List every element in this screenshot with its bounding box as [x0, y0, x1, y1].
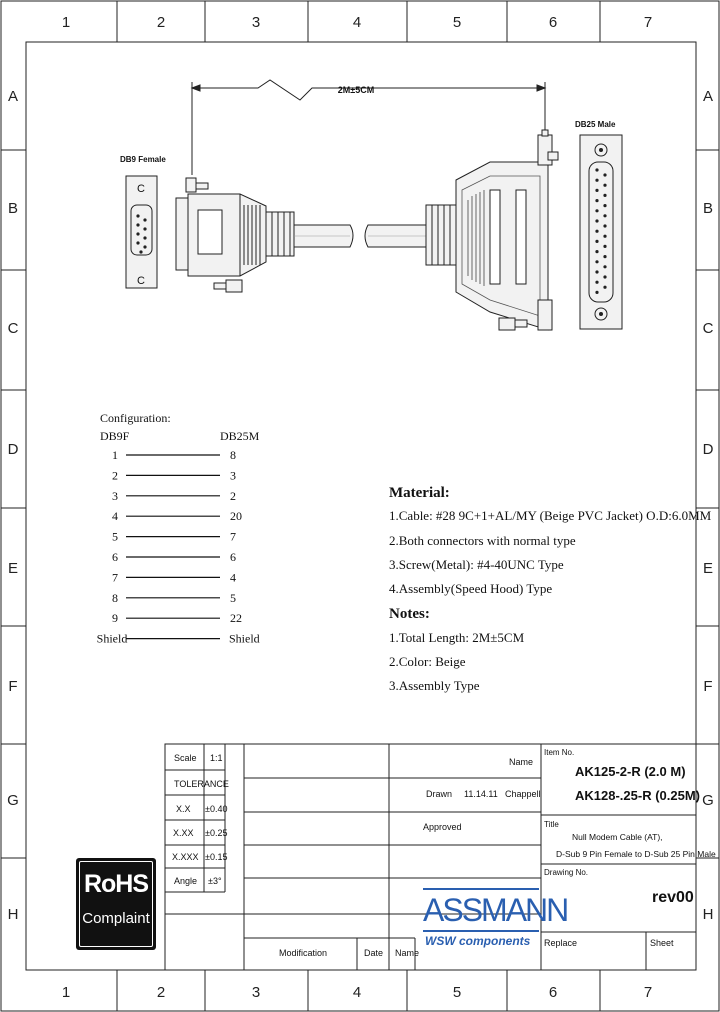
config-right-pin: 5	[230, 590, 236, 605]
db25-pin	[595, 179, 598, 182]
row-label: B	[702, 200, 714, 217]
row-label: D	[7, 441, 19, 458]
tolerance-label: TOLERANCE	[174, 779, 229, 789]
db25-pin	[595, 260, 598, 263]
material-item: 2.Both connectors with normal type	[389, 533, 576, 548]
replace-label: Replace	[544, 938, 578, 948]
db25-pin	[595, 291, 598, 294]
material-title: Material:	[389, 485, 450, 501]
db25-pin	[595, 281, 598, 284]
row-labels-left	[7, 88, 19, 923]
item-no-label: Item No.	[544, 748, 575, 757]
row-label: H	[702, 906, 714, 923]
notes-item: 3.Assembly Type	[389, 678, 480, 693]
svg-text:C: C	[137, 183, 145, 195]
tolerance-row-value: ±0.15	[205, 852, 228, 862]
config-left-pin: 3	[112, 488, 118, 503]
row-labels-right	[702, 88, 714, 923]
item-no-2: AK128-.25-R (0.25M)	[575, 788, 700, 803]
col-label: 5	[452, 14, 462, 31]
db25-pin	[603, 184, 606, 187]
config-left-pin: 6	[112, 550, 118, 564]
row-label: B	[7, 200, 19, 217]
title-line-2: D-Sub 9 Pin Female to D-Sub 25 Pin Male	[556, 849, 716, 859]
tolerance-row-label: X.XX	[173, 828, 194, 838]
config-left-pin: 1	[112, 448, 118, 462]
tolerance-row-label: Angle	[174, 876, 198, 886]
config-left-pin: 8	[112, 590, 118, 605]
config-left-pin: 9	[112, 611, 118, 626]
row-label: F	[703, 678, 713, 695]
material-item: 4.Assembly(Speed Hood) Type	[389, 581, 553, 596]
col-label: 5	[452, 984, 462, 1001]
notes-item: 2.Color: Beige	[389, 654, 466, 669]
col-label: 2	[156, 14, 166, 31]
db25-pin	[595, 219, 598, 222]
db25-front-view	[580, 135, 622, 329]
tolerance-row-value: ±3°	[208, 876, 222, 886]
drawing-no-label: Drawing No.	[544, 868, 589, 877]
db9-label: DB9 Female	[120, 155, 166, 164]
db25-pin	[603, 204, 606, 207]
db25-pin	[603, 245, 606, 248]
scale-label: Scale	[174, 753, 197, 763]
title-line-1: Null Modem Cable (AT),	[572, 832, 663, 842]
db25-pin	[595, 240, 598, 243]
db25-pin	[603, 235, 606, 238]
config-right-pin: 20	[230, 509, 242, 524]
db9-front-view	[126, 176, 157, 288]
column-labels-top	[62, 14, 652, 31]
col-label: 4	[352, 984, 362, 1001]
config-right-pin: 4	[230, 570, 236, 585]
config-left-pin: 2	[112, 468, 118, 483]
config-right-header: DB25M	[220, 429, 260, 443]
col-label: 3	[251, 984, 261, 1001]
db25-pin	[603, 255, 606, 258]
tolerance-row-label: X.XXX	[172, 852, 199, 862]
rohs-badge	[76, 858, 156, 950]
db25-pin	[603, 224, 606, 227]
configuration-title: Configuration:	[100, 411, 171, 425]
row-label: H	[7, 906, 19, 923]
config-right-pin: 2	[230, 488, 236, 503]
col-label: 1	[61, 14, 71, 31]
material-item: 1.Cable: #28 9C+1+AL/MY (Beige PVC Jacket) O.D:6.0MM	[389, 508, 712, 523]
col-label: 2	[156, 984, 166, 1001]
name-column-label: Name	[395, 948, 420, 958]
row-label: F	[8, 678, 18, 695]
db25-pin	[603, 265, 606, 268]
item-no-1: AK125-2-R (2.0 M)	[575, 764, 686, 779]
scale-value: 1:1	[210, 753, 223, 763]
notes-title: Notes:	[389, 606, 430, 622]
config-left-pin: 4	[112, 509, 118, 524]
db25-pin	[603, 173, 606, 176]
col-label: 4	[352, 14, 362, 31]
sheet-label: Sheet	[650, 938, 674, 948]
drawn-label: Drawn	[426, 789, 453, 799]
config-rows	[97, 448, 260, 646]
db25-pin	[603, 214, 606, 217]
col-label: 3	[251, 14, 261, 31]
row-label: A	[7, 88, 19, 105]
db25-label: DB25 Male	[575, 120, 616, 129]
notes-item: 1.Total Length: 2M±5CM	[389, 630, 525, 645]
row-label: C	[7, 320, 19, 337]
row-label: C	[702, 320, 714, 337]
row-label: E	[702, 560, 714, 577]
dimension-label: 2M±5CM	[337, 85, 375, 95]
config-left-pin: 7	[112, 570, 118, 585]
col-label: 7	[643, 14, 653, 31]
config-left-header: DB9F	[100, 429, 130, 443]
tolerance-row-value: ±0.25	[205, 828, 228, 838]
title-label: Title	[544, 820, 559, 829]
db25-pin	[595, 209, 598, 212]
assmann-logo-name: ASSMANN	[423, 888, 539, 932]
db25-pin	[595, 270, 598, 273]
config-right-pin: 8	[230, 448, 236, 462]
db9-side-view	[176, 178, 294, 292]
db25-pin	[595, 199, 598, 202]
db25-pin	[603, 275, 606, 278]
row-label: E	[7, 560, 19, 577]
approved-label: Approved	[423, 822, 462, 832]
column-labels-bottom	[62, 984, 652, 1001]
config-right-pin: 22	[230, 611, 242, 626]
col-label: 7	[643, 984, 653, 1001]
db25-pin	[595, 168, 598, 171]
material-item: 3.Screw(Metal): #4-40UNC Type	[389, 557, 564, 572]
row-label: D	[702, 441, 714, 458]
row-label: G	[702, 792, 714, 809]
db25-pin	[595, 250, 598, 253]
db25-pin	[595, 189, 598, 192]
db25-side-view	[426, 130, 558, 330]
db25-pin	[603, 286, 606, 289]
tolerance-row-value: ±0.40	[205, 804, 228, 814]
config-right-pin: 6	[230, 550, 236, 564]
modification-label: Modification	[279, 948, 328, 958]
name-header: Name	[509, 757, 534, 767]
revision: rev00	[652, 889, 694, 906]
config-right-pin: 7	[230, 529, 236, 544]
drawn-date: 11.14.11	[464, 789, 498, 799]
tolerance-row-label: X.X	[176, 804, 191, 814]
cable	[294, 225, 426, 247]
col-label: 6	[548, 984, 558, 1001]
db25-pin	[595, 230, 598, 233]
svg-text:C: C	[137, 275, 145, 287]
row-label: A	[702, 88, 714, 105]
col-label: 6	[548, 14, 558, 31]
db25-pin	[603, 194, 606, 197]
rohs-subtitle: Complaint	[82, 910, 150, 927]
config-left-pin: 5	[112, 529, 118, 544]
config-right-pin: 3	[230, 468, 236, 483]
config-right-pin: Shield	[229, 631, 260, 646]
col-label: 1	[61, 984, 71, 1001]
config-left-pin: Shield	[96, 631, 128, 646]
drawn-name: Chappell	[505, 789, 541, 799]
date-label: Date	[364, 948, 384, 958]
assmann-logo-subtitle: WSW components	[425, 934, 531, 948]
row-label: G	[7, 792, 19, 809]
rohs-title: RoHS	[83, 870, 149, 898]
